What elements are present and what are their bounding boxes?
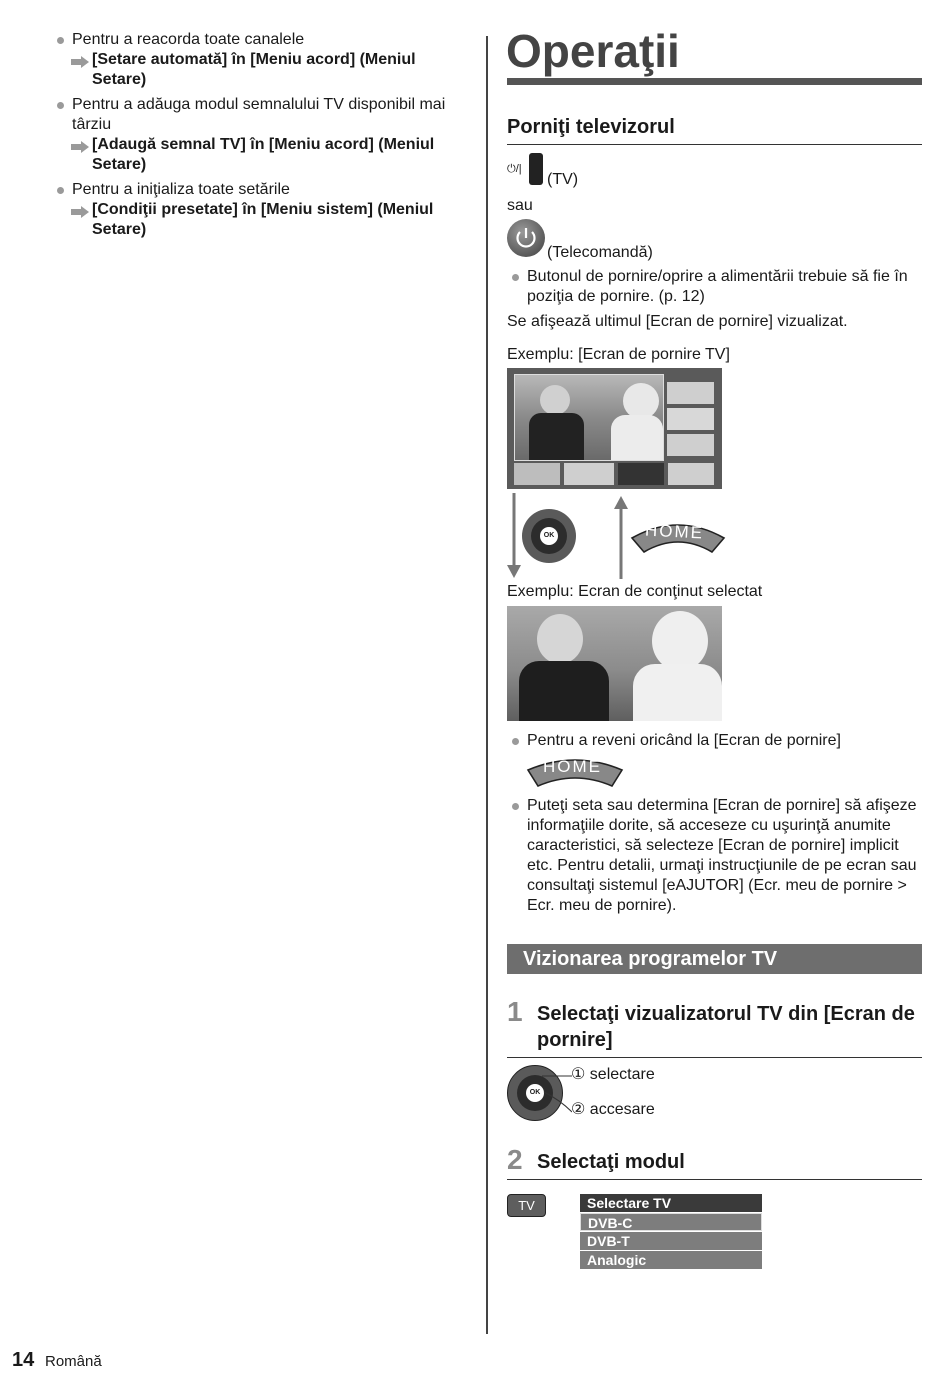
tv-power-switch-icon [529, 153, 543, 185]
left-item-action: [Condiţii presetate] în [Meniu sistem] (Meniul Setare) [92, 201, 434, 238]
page-number: 14 [12, 1349, 35, 1371]
menu-option-analogic: Analogic [580, 1251, 762, 1269]
access-label: ② accesare [571, 1101, 655, 1118]
bullet [57, 37, 64, 44]
left-item-action: [Setare automată] în [Meniu acord] (Meniul Setare) [92, 51, 416, 88]
step-title: Selectaţi vizualizatorul TV din [Ecran de pornire] [537, 1003, 915, 1051]
heading-rule [507, 144, 922, 145]
title-bar [507, 78, 922, 85]
tv-label: (TV) [547, 171, 579, 188]
step-title: Selectaţi modul [537, 1151, 685, 1173]
column-divider [486, 36, 488, 1334]
arrow-icon [71, 141, 89, 153]
tv-preview [514, 374, 664, 461]
step-rule [507, 1179, 922, 1180]
select-label: ① selectare [571, 1066, 655, 1083]
power-note: Butonul de pornire/oprire a alimentării trebuie să fie în poziţia de pornire. (p. 12) [527, 268, 908, 305]
remote-label: (Telecomandă) [547, 244, 653, 261]
banner-title: Vizionarea programelor TV [523, 948, 778, 970]
content-screen-image [507, 606, 722, 721]
page-language: Română [45, 1353, 102, 1370]
arrow-icon [71, 206, 89, 218]
left-item-text: Pentru a reacorda toate canalele [72, 31, 305, 48]
callout-lines [540, 1070, 572, 1116]
last-screen-text: Se afişează ultimul [Ecran de pornire] vizualizat. [507, 313, 848, 330]
bullet [57, 187, 64, 194]
step-number: 2 [507, 1144, 523, 1175]
home-label: HOME [644, 520, 705, 543]
home-settings-note: Puteţi seta sau determina [Ecran de pornire] să afişeze informaţiile dorite, să acceseze cu uşurinţă anumite caracteristici, să selecteze [Ecran de pornire] implicit etc. Pentru detalii, urmaţi instrucţiunile de pe ecran sau consultaţi sistemul [eAJUTOR] (Ecr. meu de pornire > Ecr. meu de pornire). [527, 797, 917, 914]
dpad-ok-icon [522, 509, 576, 563]
menu-option-dvb-c: DVB-C [580, 1213, 762, 1231]
section-banner [507, 944, 922, 974]
left-item-text: Pentru a iniţializa toate setările [72, 181, 290, 198]
page-title: Operaţii [506, 25, 680, 77]
menu-option-dvb-t: DVB-T [580, 1232, 762, 1250]
home-screen-image [507, 368, 722, 489]
example-1-label: Exemplu: [Ecran de pornire TV] [507, 346, 730, 363]
ok-label: OK [540, 527, 558, 545]
example-2-label: Exemplu: Ecran de conţinut selectat [507, 583, 763, 600]
remote-power-button-icon [507, 219, 545, 257]
left-item-text: Pentru a adăuga modul semnalului TV disponibil mai târziu [72, 96, 446, 133]
down-arrow-icon [505, 493, 523, 579]
or-text: sau [507, 197, 533, 214]
step-rule [507, 1057, 922, 1058]
up-arrow-icon [612, 495, 630, 579]
bullet [512, 738, 519, 745]
bullet [512, 274, 519, 281]
step-number: 1 [507, 996, 523, 1027]
left-item-action: [Adaugă semnal TV] în [Meniu acord] (Meniul Setare) [92, 136, 435, 173]
bullet [512, 803, 519, 810]
return-home-note: Pentru a reveni oricând la [Ecran de pornire] [527, 732, 841, 749]
bullet [57, 102, 64, 109]
ok-label: OK [526, 1084, 544, 1102]
power-symbol: ⏻/| [507, 163, 522, 175]
tv-button: TV [507, 1194, 546, 1217]
arrow-icon [71, 56, 89, 68]
home-label: HOME [543, 757, 602, 776]
menu-title: Selectare TV [580, 1194, 762, 1212]
section-heading: Porniţi televizorul [507, 116, 675, 138]
